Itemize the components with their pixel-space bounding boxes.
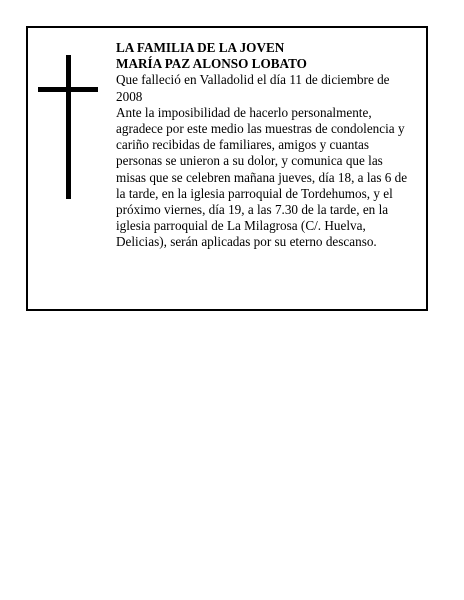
notice-body: Ante la imposibilidad de hacerlo personalmente, agradece por este medio las muestras de condolencia y cariño recibidas de familiares, amigos y cuantas personas se unieron a su dolor, y comunica que las misas que se celebren mañana jueves, día 18, a las 6 de la tarde, en la iglesia parroquial de Tordehumos, y el próximo viernes, día 19, a las 7.30 de la tarde, en la iglesia parroquial de La Milagrosa (C/. Huelva, Delicias), serán aplicadas por su eterno descanso.	[116, 104, 408, 250]
notice-intro: Que falleció en Valladolid el día 11 de diciembre de 2008	[116, 72, 390, 104]
notice-heading-line-1: LA FAMILIA DE LA JOVEN	[116, 40, 285, 55]
notice-text	[116, 40, 408, 251]
cross-vertical-bar	[66, 55, 71, 199]
cross-icon	[38, 55, 98, 199]
notice-heading-line-2: MARÍA PAZ ALONSO LOBATO	[116, 56, 307, 72]
obituary-notice	[26, 26, 428, 311]
cross-horizontal-bar	[38, 87, 98, 92]
